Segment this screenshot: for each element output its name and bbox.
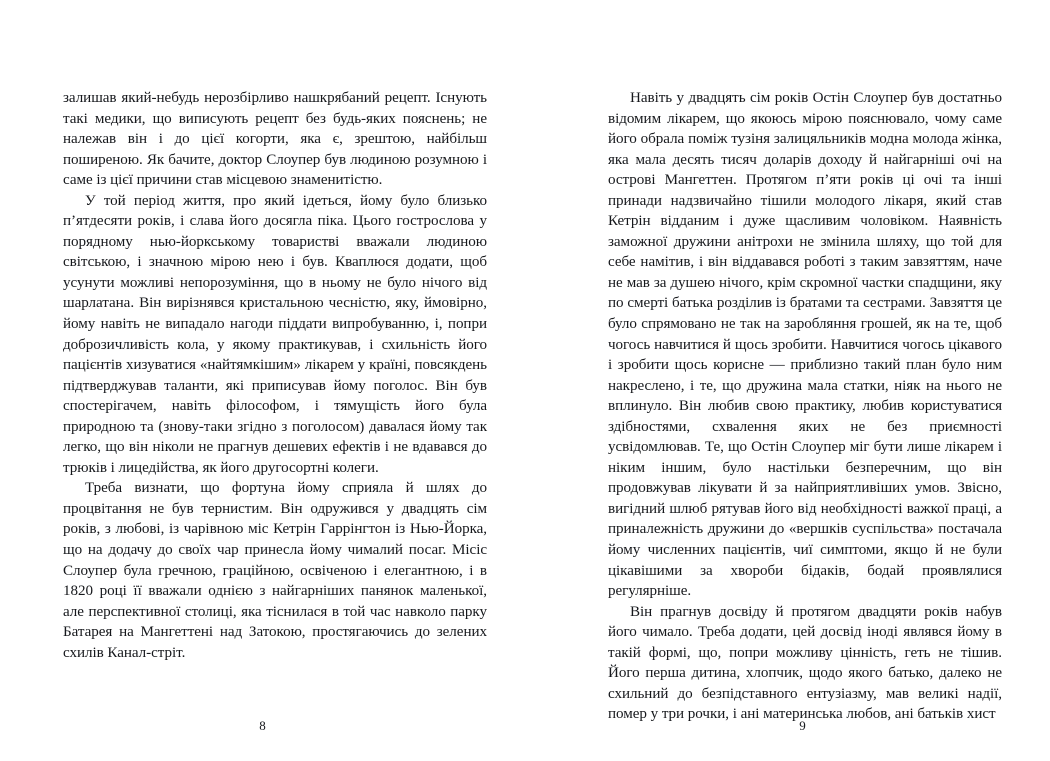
page-right <box>525 0 1050 761</box>
page-number-left: 8 <box>259 718 266 733</box>
page-number-right: 9 <box>799 718 806 733</box>
paragraph: Треба визнати, що фортуна йому сприяла й шлях до процвітання не був тернистим. Він одружився у двадцять сім років, з любові, із чарівною міс Кетрін Гаррінгтон із Нью-Йорка, що на додачу до своїх чар принесла йому чималий посаг. Місіс Слоупер була гречною, граційною, освіченою і елегантною, і в 1820 році її вважали однією з найгарніших панянок маленької, але перспективної столиці, яка тіснилася в той час навколо парку Батарея на Мангеттені над Затокою, простягаючись до зелених схилів Канал-стріт. <box>63 480 487 661</box>
text-block-right <box>608 88 1002 725</box>
paragraph: Навіть у двадцять сім років Остін Слоупер був достатньо відомим лікарем, що якоюсь мірою пояснювало, чому саме його обрала поміж тузіня залицяльників модна молода жінка, яка мала десять тисяч доларів доходу й найгарніші очі на острові Мангеттен. Протягом п’яти років ці очі та інші принади надзвичайно тішили молодого лікаря, який став Кетрін відданим і дуже щасливим чоловіком. Наявність заможної дружини анітрохи не змінила шляху, що той для себе намітив, і він віддавався роботі з таким завзяттям, наче не мав за душею нічого, крім скромної частки спадщини, яку по смерті батька розділив із братами та сестрами. Завзяття це було спрямовано не так на заробляння грошей, як на те, щоб чогось навчитися й щось зробити. Навчитися чогось цікавого і зробити щось корисне — приблизно такий план було ним накреслено, і те, що дружина мала статки, ніяк на нього не вплинуло. Він любив свою практику, любив користуватися здібностями, схвалення яких не без приємності усвідомлював. Те, що Остін Слоупер міг бути лише лікарем і ніким іншим, було настільки безперечним, що він продовжував лікувати й за найприятливіших умов. Звісно, вигідний шлюб рятував його від необхідності важкої праці, а приналежність дружини до «вершків суспільства» постачала йому численних пацієнтів, чиї симптоми, якщо й не були цікавішими за хвороби бідаків, бодай проявлялися регулярніше. <box>608 90 1002 600</box>
text-block-left <box>63 88 487 663</box>
paragraph: Він прагнув досвіду й протягом двадцяти років набув його чимало. Треба додати, цей досвід іноді являвся йому в такій формі, що, попри можливу цінність, геть не тішив. Його перша дитина, хлопчик, щодо якого батько, далеко не схильний до безпідставного ентузіазму, мав великі надії, помер у три рочки, і ані материнська любов, ані батьків хист <box>608 603 1002 723</box>
paragraph: У той період життя, про який ідеться, йому було близько п’ятдесяти років, і слава його досягла піка. Цього гострослова у порядному нью-йоркському товаристві вважали людиною світською, і значною мірою нею і був. Кваплюся додати, щоб усунути можливі непорозуміння, що в ньому не було нічого від шарлатана. Він вирізнявся кристальною чесністю, яку, ймовірно, йому навіть не випадало нагоди піддати випробуванню, і, попри доброзичливість кола, у якому практикував, і схильність його пацієнтів хизуватися «найтямкішим» лікарем у країні, повсякдень підтверджував таланти, які приписував йому поголос. Він був спостерігачем, навіть філософом, і тямущість його була природною та (знову-таки згідно з поголосом) давалася йому так легко, що він ніколи не прагнув дешевих ефектів і не вдавався до трюків і лицедійства, як його другосортні колеги. <box>63 192 487 476</box>
paragraph: залишав який-небудь нерозбірливо нашкрябаний рецепт. Існують такі медики, що виписують рецепт без будь-яких пояснень; не належав він і до цієї когорти, яка є, зрештою, найбільш поширеною. Як бачите, доктор Слоупер був людиною розумною і саме із цієї причини став місцевою знаменитістю. <box>63 90 487 189</box>
